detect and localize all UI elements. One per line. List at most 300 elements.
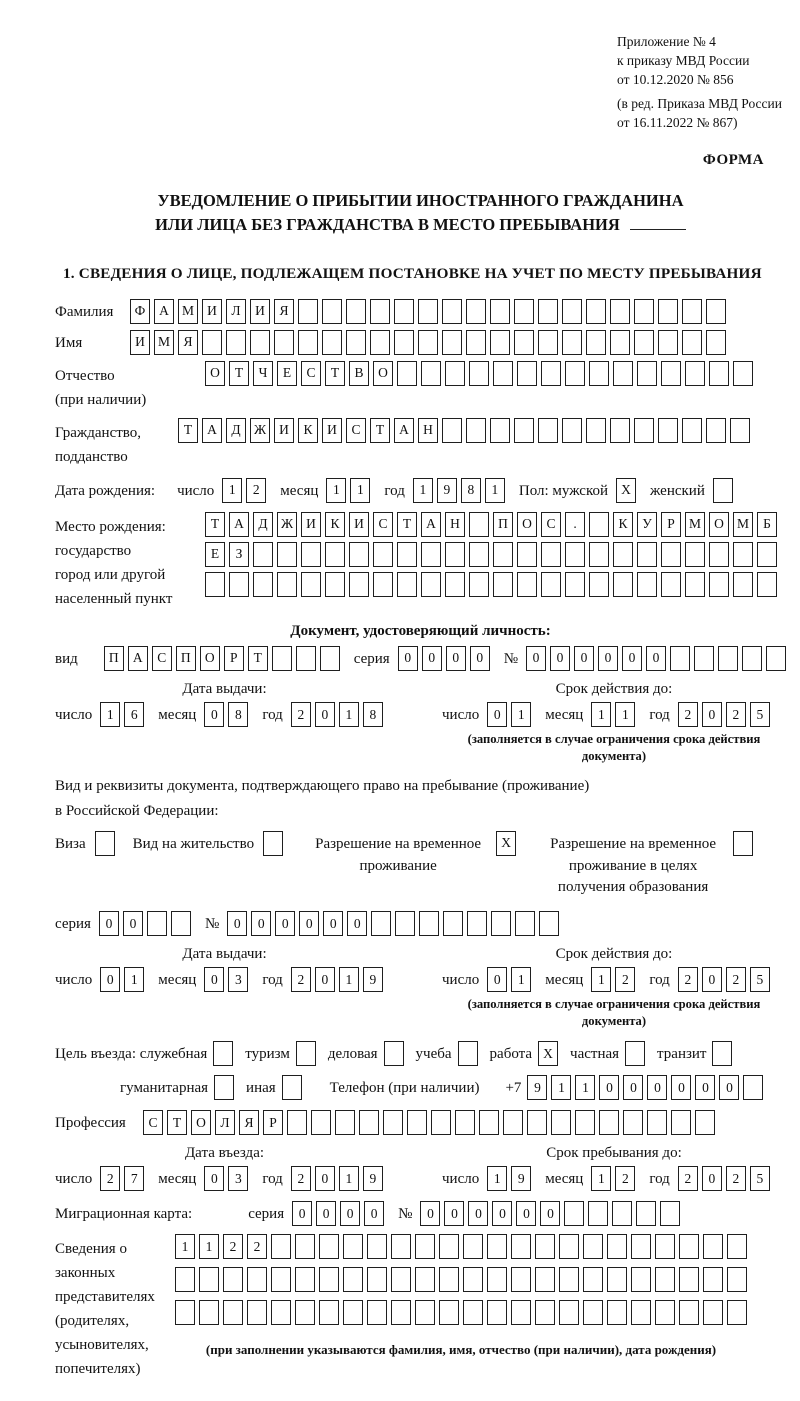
phone-cell[interactable]: 0 bbox=[647, 1075, 667, 1100]
id-valid-month-cell[interactable]: 1 bbox=[615, 702, 635, 727]
representative-cell[interactable] bbox=[607, 1267, 627, 1292]
birthplace-cell[interactable] bbox=[589, 512, 609, 537]
id-number-cell[interactable]: 0 bbox=[598, 646, 618, 671]
profession-cell[interactable] bbox=[335, 1110, 355, 1135]
citizenship-cell[interactable] bbox=[442, 418, 462, 443]
stay-day-cell[interactable]: 1 bbox=[487, 1166, 507, 1191]
profession-cell[interactable] bbox=[503, 1110, 523, 1135]
representative-cell[interactable] bbox=[199, 1300, 219, 1325]
phone-cell[interactable]: 0 bbox=[695, 1075, 715, 1100]
citizenship-cell[interactable]: Т bbox=[370, 418, 390, 443]
name-cell[interactable] bbox=[658, 330, 678, 355]
surname-cell[interactable]: М bbox=[178, 299, 198, 324]
name-cell[interactable] bbox=[418, 330, 438, 355]
id-series-cell[interactable]: 0 bbox=[422, 646, 442, 671]
representative-cell[interactable] bbox=[559, 1267, 579, 1292]
surname-cell[interactable] bbox=[562, 299, 582, 324]
birthplace-cell[interactable]: З bbox=[229, 542, 249, 567]
res-issue-month-cell[interactable]: 3 bbox=[228, 967, 248, 992]
birthplace-cell[interactable] bbox=[589, 542, 609, 567]
patronymic-cell[interactable] bbox=[733, 361, 753, 386]
patronymic-cell[interactable]: Т bbox=[325, 361, 345, 386]
id-number-cell[interactable] bbox=[766, 646, 786, 671]
birthplace-cell[interactable] bbox=[253, 542, 273, 567]
surname-cell[interactable]: Ф bbox=[130, 299, 150, 324]
representative-cell[interactable] bbox=[271, 1300, 291, 1325]
phone-cell[interactable]: 0 bbox=[623, 1075, 643, 1100]
res-valid-year-cell[interactable]: 5 bbox=[750, 967, 770, 992]
name-cell[interactable] bbox=[514, 330, 534, 355]
birthplace-cell[interactable] bbox=[661, 572, 681, 597]
id-issue-day-cell[interactable]: 1 bbox=[100, 702, 120, 727]
patronymic-cell[interactable]: О bbox=[205, 361, 225, 386]
citizenship-cell[interactable] bbox=[610, 418, 630, 443]
representative-cell[interactable] bbox=[439, 1300, 459, 1325]
mc-number-cell[interactable]: 0 bbox=[468, 1201, 488, 1226]
birthplace-cell[interactable] bbox=[253, 572, 273, 597]
birthplace-cell[interactable] bbox=[205, 572, 225, 597]
representative-cell[interactable] bbox=[559, 1234, 579, 1259]
mc-series-cell[interactable]: 0 bbox=[364, 1201, 384, 1226]
profession-cell[interactable]: Л bbox=[215, 1110, 235, 1135]
representative-cell[interactable] bbox=[703, 1300, 723, 1325]
representative-cell[interactable] bbox=[415, 1234, 435, 1259]
profession-cell[interactable]: О bbox=[191, 1110, 211, 1135]
phone-cell[interactable]: 0 bbox=[671, 1075, 691, 1100]
res-valid-day-cell[interactable]: 0 bbox=[487, 967, 507, 992]
birthplace-cell[interactable] bbox=[757, 572, 777, 597]
doc-type-cell[interactable]: О bbox=[200, 646, 220, 671]
name-cell[interactable] bbox=[274, 330, 294, 355]
name-cell[interactable]: И bbox=[130, 330, 150, 355]
birthplace-cell[interactable] bbox=[613, 542, 633, 567]
profession-cell[interactable] bbox=[407, 1110, 427, 1135]
surname-cell[interactable] bbox=[394, 299, 414, 324]
name-cell[interactable] bbox=[442, 330, 462, 355]
birth-day-cell[interactable]: 1 bbox=[222, 478, 242, 503]
id-number-cell[interactable] bbox=[670, 646, 690, 671]
mc-number-cell[interactable]: 0 bbox=[492, 1201, 512, 1226]
surname-cell[interactable]: Л bbox=[226, 299, 246, 324]
res-number-cell[interactable]: 0 bbox=[323, 911, 343, 936]
patronymic-cell[interactable] bbox=[397, 361, 417, 386]
surname-cell[interactable] bbox=[370, 299, 390, 324]
representative-cell[interactable] bbox=[247, 1300, 267, 1325]
birthplace-cell[interactable]: А bbox=[421, 512, 441, 537]
surname-cell[interactable]: А bbox=[154, 299, 174, 324]
representative-cell[interactable] bbox=[319, 1234, 339, 1259]
surname-cell[interactable] bbox=[634, 299, 654, 324]
birthplace-cell[interactable] bbox=[493, 572, 513, 597]
birthplace-cell[interactable] bbox=[349, 572, 369, 597]
res-issue-day-cell[interactable]: 1 bbox=[124, 967, 144, 992]
res-issue-year-cell[interactable]: 0 bbox=[315, 967, 335, 992]
birthplace-cell[interactable]: Е bbox=[205, 542, 225, 567]
representative-cell[interactable] bbox=[223, 1300, 243, 1325]
name-cell[interactable] bbox=[706, 330, 726, 355]
citizenship-cell[interactable]: К bbox=[298, 418, 318, 443]
patronymic-cell[interactable]: О bbox=[373, 361, 393, 386]
surname-cell[interactable] bbox=[586, 299, 606, 324]
citizenship-cell[interactable]: И bbox=[274, 418, 294, 443]
birthplace-cell[interactable] bbox=[301, 572, 321, 597]
id-number-cell[interactable]: 0 bbox=[526, 646, 546, 671]
representative-cell[interactable] bbox=[631, 1267, 651, 1292]
profession-cell[interactable] bbox=[359, 1110, 379, 1135]
representative-cell[interactable] bbox=[655, 1300, 675, 1325]
patronymic-cell[interactable] bbox=[709, 361, 729, 386]
doc-type-cell[interactable]: А bbox=[128, 646, 148, 671]
representative-cell[interactable] bbox=[511, 1234, 531, 1259]
phone-cell[interactable]: 9 bbox=[527, 1075, 547, 1100]
doc-type-cell[interactable]: Р bbox=[224, 646, 244, 671]
birthplace-cell[interactable] bbox=[685, 572, 705, 597]
profession-cell[interactable] bbox=[479, 1110, 499, 1135]
birthplace-cell[interactable]: М bbox=[733, 512, 753, 537]
representative-cell[interactable] bbox=[415, 1267, 435, 1292]
patronymic-cell[interactable] bbox=[685, 361, 705, 386]
birthplace-cell[interactable] bbox=[373, 572, 393, 597]
visa-checkbox[interactable] bbox=[95, 831, 115, 856]
patronymic-cell[interactable] bbox=[661, 361, 681, 386]
doc-type-cell[interactable]: Т bbox=[248, 646, 268, 671]
citizenship-cell[interactable]: Т bbox=[178, 418, 198, 443]
representative-cell[interactable] bbox=[175, 1300, 195, 1325]
id-series-cell[interactable]: 0 bbox=[398, 646, 418, 671]
name-cell[interactable] bbox=[466, 330, 486, 355]
res-number-cell[interactable] bbox=[467, 911, 487, 936]
res-series-cell[interactable]: 0 bbox=[99, 911, 119, 936]
birthplace-cell[interactable] bbox=[421, 542, 441, 567]
name-cell[interactable] bbox=[538, 330, 558, 355]
birth-year-cell[interactable]: 8 bbox=[461, 478, 481, 503]
patronymic-cell[interactable] bbox=[469, 361, 489, 386]
sex-female-checkbox[interactable] bbox=[713, 478, 733, 503]
representative-cell[interactable] bbox=[487, 1267, 507, 1292]
birthplace-cell[interactable]: Д bbox=[253, 512, 273, 537]
phone-cell[interactable]: 0 bbox=[719, 1075, 739, 1100]
surname-cell[interactable] bbox=[610, 299, 630, 324]
representative-cell[interactable] bbox=[439, 1234, 459, 1259]
citizenship-cell[interactable] bbox=[658, 418, 678, 443]
name-cell[interactable] bbox=[298, 330, 318, 355]
representative-cell[interactable] bbox=[727, 1234, 747, 1259]
citizenship-cell[interactable] bbox=[538, 418, 558, 443]
birthplace-cell[interactable] bbox=[469, 542, 489, 567]
birthplace-cell[interactable] bbox=[349, 542, 369, 567]
mc-series-cell[interactable]: 0 bbox=[340, 1201, 360, 1226]
representative-cell[interactable] bbox=[247, 1267, 267, 1292]
surname-cell[interactable] bbox=[322, 299, 342, 324]
representative-cell[interactable] bbox=[343, 1300, 363, 1325]
res-issue-year-cell[interactable]: 2 bbox=[291, 967, 311, 992]
stay-year-cell[interactable]: 0 bbox=[702, 1166, 722, 1191]
birthplace-cell[interactable]: Т bbox=[205, 512, 225, 537]
res-valid-day-cell[interactable]: 1 bbox=[511, 967, 531, 992]
representative-cell[interactable] bbox=[223, 1267, 243, 1292]
res-number-cell[interactable] bbox=[491, 911, 511, 936]
patronymic-cell[interactable] bbox=[421, 361, 441, 386]
birthplace-cell[interactable]: О bbox=[517, 512, 537, 537]
citizenship-cell[interactable]: Д bbox=[226, 418, 246, 443]
birthplace-cell[interactable] bbox=[661, 542, 681, 567]
birthplace-cell[interactable] bbox=[445, 572, 465, 597]
birthplace-cell[interactable] bbox=[757, 542, 777, 567]
id-number-cell[interactable] bbox=[742, 646, 762, 671]
birthplace-cell[interactable] bbox=[469, 572, 489, 597]
profession-cell[interactable] bbox=[383, 1110, 403, 1135]
id-valid-year-cell[interactable]: 2 bbox=[678, 702, 698, 727]
representative-cell[interactable] bbox=[271, 1234, 291, 1259]
birthplace-cell[interactable] bbox=[637, 542, 657, 567]
birthplace-cell[interactable] bbox=[517, 542, 537, 567]
representative-cell[interactable] bbox=[319, 1300, 339, 1325]
residence-permit-checkbox[interactable] bbox=[263, 831, 283, 856]
representative-cell[interactable] bbox=[511, 1267, 531, 1292]
representative-cell[interactable] bbox=[367, 1300, 387, 1325]
res-number-cell[interactable] bbox=[395, 911, 415, 936]
res-number-cell[interactable]: 0 bbox=[347, 911, 367, 936]
profession-cell[interactable] bbox=[623, 1110, 643, 1135]
birth-year-cell[interactable]: 1 bbox=[485, 478, 505, 503]
representative-cell[interactable] bbox=[343, 1234, 363, 1259]
mc-number-cell[interactable] bbox=[612, 1201, 632, 1226]
res-valid-month-cell[interactable]: 2 bbox=[615, 967, 635, 992]
name-cell[interactable] bbox=[562, 330, 582, 355]
business-checkbox[interactable] bbox=[384, 1041, 404, 1066]
id-valid-year-cell[interactable]: 2 bbox=[726, 702, 746, 727]
citizenship-cell[interactable] bbox=[514, 418, 534, 443]
mc-number-cell[interactable] bbox=[636, 1201, 656, 1226]
surname-cell[interactable] bbox=[418, 299, 438, 324]
res-series-cell[interactable]: 0 bbox=[123, 911, 143, 936]
surname-cell[interactable]: И bbox=[250, 299, 270, 324]
representative-cell[interactable] bbox=[583, 1300, 603, 1325]
id-number-cell[interactable]: 0 bbox=[550, 646, 570, 671]
id-valid-month-cell[interactable]: 1 bbox=[591, 702, 611, 727]
birthplace-cell[interactable] bbox=[733, 542, 753, 567]
profession-cell[interactable] bbox=[287, 1110, 307, 1135]
patronymic-cell[interactable] bbox=[589, 361, 609, 386]
birthplace-cell[interactable] bbox=[613, 572, 633, 597]
patronymic-cell[interactable]: Т bbox=[229, 361, 249, 386]
name-cell[interactable] bbox=[250, 330, 270, 355]
res-issue-day-cell[interactable]: 0 bbox=[100, 967, 120, 992]
patronymic-cell[interactable]: Ч bbox=[253, 361, 273, 386]
id-issue-month-cell[interactable]: 0 bbox=[204, 702, 224, 727]
res-number-cell[interactable] bbox=[515, 911, 535, 936]
id-number-cell[interactable] bbox=[718, 646, 738, 671]
representative-cell[interactable] bbox=[703, 1234, 723, 1259]
birthplace-cell[interactable] bbox=[277, 572, 297, 597]
citizenship-cell[interactable]: Н bbox=[418, 418, 438, 443]
citizenship-cell[interactable] bbox=[490, 418, 510, 443]
name-cell[interactable] bbox=[226, 330, 246, 355]
profession-cell[interactable] bbox=[575, 1110, 595, 1135]
id-series-cell[interactable]: 0 bbox=[470, 646, 490, 671]
mc-series-cell[interactable]: 0 bbox=[316, 1201, 336, 1226]
birthplace-cell[interactable]: Т bbox=[397, 512, 417, 537]
stay-year-cell[interactable]: 2 bbox=[726, 1166, 746, 1191]
mc-number-cell[interactable] bbox=[564, 1201, 584, 1226]
representative-cell[interactable] bbox=[487, 1234, 507, 1259]
name-cell[interactable] bbox=[682, 330, 702, 355]
birthplace-cell[interactable] bbox=[541, 542, 561, 567]
birthplace-cell[interactable]: И bbox=[301, 512, 321, 537]
res-number-cell[interactable]: 0 bbox=[275, 911, 295, 936]
birthplace-cell[interactable]: С bbox=[541, 512, 561, 537]
birth-month-cell[interactable]: 1 bbox=[326, 478, 346, 503]
id-number-cell[interactable]: 0 bbox=[574, 646, 594, 671]
representative-cell[interactable] bbox=[607, 1234, 627, 1259]
representative-cell[interactable] bbox=[631, 1300, 651, 1325]
stay-year-cell[interactable]: 5 bbox=[750, 1166, 770, 1191]
doc-type-cell[interactable] bbox=[296, 646, 316, 671]
representative-cell[interactable]: 2 bbox=[223, 1234, 243, 1259]
name-cell[interactable] bbox=[202, 330, 222, 355]
res-valid-year-cell[interactable]: 0 bbox=[702, 967, 722, 992]
representative-cell[interactable] bbox=[391, 1300, 411, 1325]
name-cell[interactable] bbox=[610, 330, 630, 355]
surname-cell[interactable] bbox=[298, 299, 318, 324]
id-number-cell[interactable] bbox=[694, 646, 714, 671]
name-cell[interactable]: М bbox=[154, 330, 174, 355]
birthplace-cell[interactable]: С bbox=[373, 512, 393, 537]
id-valid-year-cell[interactable]: 0 bbox=[702, 702, 722, 727]
sex-male-checkbox[interactable]: X bbox=[616, 478, 636, 503]
birth-year-cell[interactable]: 1 bbox=[413, 478, 433, 503]
profession-cell[interactable] bbox=[311, 1110, 331, 1135]
representative-cell[interactable]: 1 bbox=[175, 1234, 195, 1259]
phone-cell[interactable]: 0 bbox=[599, 1075, 619, 1100]
birthplace-cell[interactable] bbox=[445, 542, 465, 567]
representative-cell[interactable] bbox=[655, 1234, 675, 1259]
representative-cell[interactable] bbox=[559, 1300, 579, 1325]
birthplace-cell[interactable]: А bbox=[229, 512, 249, 537]
representative-cell[interactable] bbox=[463, 1300, 483, 1325]
temp-residence-checkbox[interactable]: X bbox=[496, 831, 516, 856]
surname-cell[interactable] bbox=[442, 299, 462, 324]
patronymic-cell[interactable] bbox=[541, 361, 561, 386]
entry-year-cell[interactable]: 2 bbox=[291, 1166, 311, 1191]
surname-cell[interactable] bbox=[538, 299, 558, 324]
id-valid-year-cell[interactable]: 5 bbox=[750, 702, 770, 727]
birthplace-cell[interactable] bbox=[709, 572, 729, 597]
mc-number-cell[interactable] bbox=[660, 1201, 680, 1226]
entry-month-cell[interactable]: 0 bbox=[204, 1166, 224, 1191]
name-cell[interactable]: Я bbox=[178, 330, 198, 355]
official-checkbox[interactable] bbox=[213, 1041, 233, 1066]
representative-cell[interactable] bbox=[607, 1300, 627, 1325]
profession-cell[interactable] bbox=[527, 1110, 547, 1135]
representative-cell[interactable] bbox=[391, 1267, 411, 1292]
surname-cell[interactable] bbox=[346, 299, 366, 324]
entry-day-cell[interactable]: 2 bbox=[100, 1166, 120, 1191]
birthplace-cell[interactable] bbox=[589, 572, 609, 597]
surname-cell[interactable] bbox=[514, 299, 534, 324]
representative-cell[interactable] bbox=[463, 1267, 483, 1292]
representative-cell[interactable] bbox=[703, 1267, 723, 1292]
patronymic-cell[interactable]: С bbox=[301, 361, 321, 386]
res-number-cell[interactable] bbox=[419, 911, 439, 936]
birthplace-cell[interactable]: . bbox=[565, 512, 585, 537]
birthplace-cell[interactable] bbox=[421, 572, 441, 597]
mc-number-cell[interactable]: 0 bbox=[540, 1201, 560, 1226]
patronymic-cell[interactable] bbox=[565, 361, 585, 386]
id-number-cell[interactable]: 0 bbox=[622, 646, 642, 671]
id-series-cell[interactable]: 0 bbox=[446, 646, 466, 671]
stay-year-cell[interactable]: 2 bbox=[678, 1166, 698, 1191]
surname-cell[interactable]: Я bbox=[274, 299, 294, 324]
id-issue-year-cell[interactable]: 2 bbox=[291, 702, 311, 727]
res-number-cell[interactable]: 0 bbox=[227, 911, 247, 936]
work-checkbox[interactable]: X bbox=[538, 1041, 558, 1066]
birthplace-cell[interactable]: И bbox=[349, 512, 369, 537]
res-valid-year-cell[interactable]: 2 bbox=[726, 967, 746, 992]
tourism-checkbox[interactable] bbox=[296, 1041, 316, 1066]
res-number-cell[interactable] bbox=[371, 911, 391, 936]
patronymic-cell[interactable] bbox=[517, 361, 537, 386]
phone-cell[interactable]: 1 bbox=[575, 1075, 595, 1100]
birthplace-cell[interactable] bbox=[397, 542, 417, 567]
surname-cell[interactable]: И bbox=[202, 299, 222, 324]
doc-type-cell[interactable]: С bbox=[152, 646, 172, 671]
birthplace-cell[interactable] bbox=[541, 572, 561, 597]
birthplace-cell[interactable] bbox=[373, 542, 393, 567]
birthplace-cell[interactable] bbox=[637, 572, 657, 597]
name-cell[interactable] bbox=[346, 330, 366, 355]
citizenship-cell[interactable] bbox=[706, 418, 726, 443]
birthplace-cell[interactable] bbox=[325, 572, 345, 597]
birthplace-cell[interactable] bbox=[229, 572, 249, 597]
citizenship-cell[interactable] bbox=[586, 418, 606, 443]
profession-cell[interactable] bbox=[695, 1110, 715, 1135]
id-issue-year-cell[interactable]: 1 bbox=[339, 702, 359, 727]
patronymic-cell[interactable] bbox=[637, 361, 657, 386]
res-series-cell[interactable] bbox=[171, 911, 191, 936]
phone-cell[interactable] bbox=[743, 1075, 763, 1100]
representative-cell[interactable] bbox=[535, 1267, 555, 1292]
citizenship-cell[interactable] bbox=[466, 418, 486, 443]
patronymic-cell[interactable] bbox=[445, 361, 465, 386]
representative-cell[interactable] bbox=[511, 1300, 531, 1325]
birthplace-cell[interactable] bbox=[493, 542, 513, 567]
id-issue-month-cell[interactable]: 8 bbox=[228, 702, 248, 727]
representative-cell[interactable] bbox=[679, 1267, 699, 1292]
representative-cell[interactable] bbox=[295, 1234, 315, 1259]
representative-cell[interactable] bbox=[487, 1300, 507, 1325]
name-cell[interactable] bbox=[370, 330, 390, 355]
birthplace-cell[interactable] bbox=[733, 572, 753, 597]
study-checkbox[interactable] bbox=[458, 1041, 478, 1066]
patronymic-cell[interactable]: Е bbox=[277, 361, 297, 386]
representative-cell[interactable] bbox=[655, 1267, 675, 1292]
doc-type-cell[interactable]: П bbox=[104, 646, 124, 671]
representative-cell[interactable] bbox=[199, 1267, 219, 1292]
temp-residence-edu-checkbox[interactable] bbox=[733, 831, 753, 856]
birthplace-cell[interactable]: М bbox=[685, 512, 705, 537]
birth-year-cell[interactable]: 9 bbox=[437, 478, 457, 503]
entry-year-cell[interactable]: 0 bbox=[315, 1166, 335, 1191]
name-cell[interactable] bbox=[394, 330, 414, 355]
representative-cell[interactable] bbox=[271, 1267, 291, 1292]
patronymic-cell[interactable]: В bbox=[349, 361, 369, 386]
representative-cell[interactable] bbox=[295, 1300, 315, 1325]
birthplace-cell[interactable] bbox=[301, 542, 321, 567]
birthplace-cell[interactable] bbox=[517, 572, 537, 597]
profession-cell[interactable] bbox=[599, 1110, 619, 1135]
birthplace-cell[interactable] bbox=[469, 512, 489, 537]
